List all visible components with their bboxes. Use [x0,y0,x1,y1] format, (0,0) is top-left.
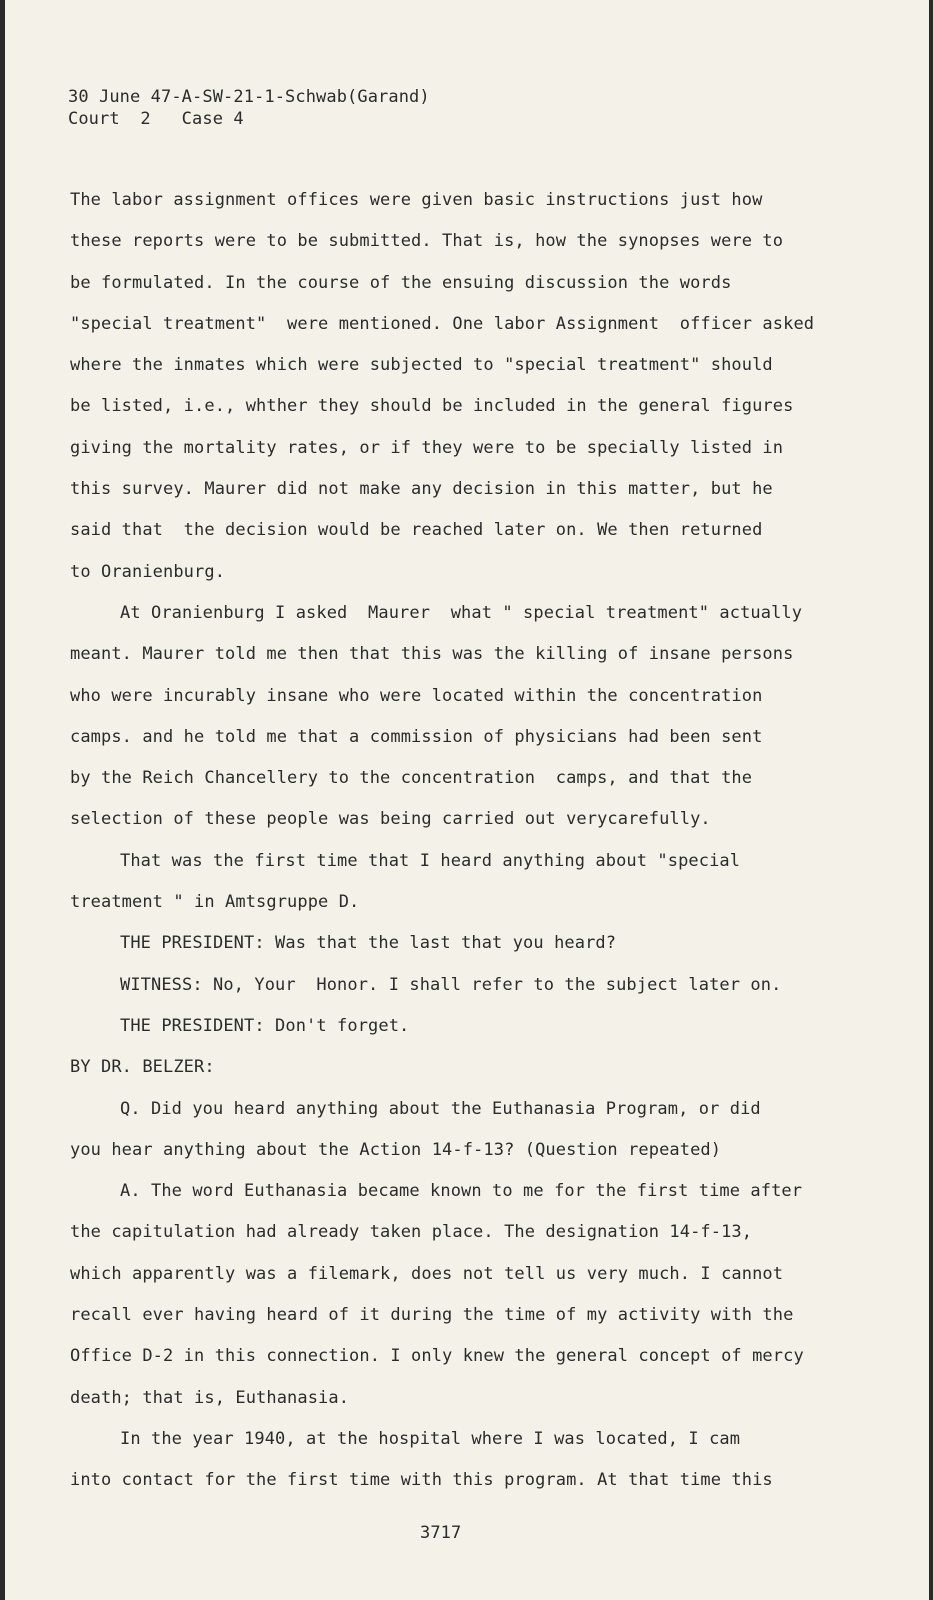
transcript-line: BY DR. BELZER: [70,1057,215,1078]
document-header [68,86,430,130]
transcript-line: meant. Maurer told me then that this was the killing of insane persons [70,644,794,665]
transcript-body [70,188,890,1510]
scan-edge-left [0,0,5,1600]
transcript-line: death; that is, Euthanasia. [70,1387,350,1408]
transcript-line: the capitulation had already taken place. The designation 14-f-13, [70,1222,753,1243]
transcript-line: In the year 1940, at the hospital where I was located, I cam [120,1428,741,1449]
transcript-line: treatment " in Amtsgruppe D. [70,892,360,913]
transcript-line: by the Reich Chancellery to the concentration camps, and that the [70,768,753,789]
transcript-line: be listed, i.e., whther they should be included in the general figures [70,396,794,417]
transcript-line: The labor assignment offices were given basic instructions just how [70,190,763,210]
transcript-line: THE PRESIDENT: Was that the last that you heard? [120,933,617,954]
transcript-line: Office D-2 in this connection. I only knew the general concept of mercy [70,1346,804,1367]
transcript-line: these reports were to be submitted. That is, how the synopses were to [70,231,784,252]
transcript-line: At Oranienburg I asked Maurer what " special treatment" actually [120,602,803,623]
transcript-line: THE PRESIDENT: Don't forget. [120,1015,410,1036]
transcript-line: be formulated. In the course of the ensuing discussion the words [70,272,732,293]
transcript-line: who were incurably insane who were located within the concentration [70,685,763,706]
transcript-line: into contact for the first time with this program. At that time this [70,1470,773,1491]
transcript-line: WITNESS: No, Your Honor. I shall refer to the subject later on. [120,974,782,995]
scan-edge-right [929,0,933,1600]
transcript-line: A. The word Euthanasia became known to me for the first time after [120,1181,803,1202]
transcript-line: said that the decision would be reached later on. We then returned [70,520,763,541]
transcript-line: this survey. Maurer did not make any decision in this matter, but he [70,479,773,500]
transcript-line: which apparently was a filemark, does not tell us very much. I cannot [70,1263,784,1284]
page-number: 3717 [420,1523,462,1543]
transcript-line: Q. Did you heard anything about the Euthanasia Program, or did [120,1098,761,1119]
transcript-line: recall ever having heard of it during the time of my activity with the [70,1305,794,1326]
header-line-date-reference: 30 June 47-A-SW-21-1-Schwab(Garand) [68,87,430,107]
header-line-court-case: Court 2 Case 4 [68,109,244,129]
transcript-line: giving the mortality rates, or if they were to be specially listed in [70,437,784,458]
transcript-line: where the inmates which were subjected to "special treatment" should [70,355,773,376]
transcript-line: to Oranienburg. [70,561,226,582]
transcript-line: you hear anything about the Action 14-f-13? (Question repeated) [70,1139,722,1160]
transcript-line: That was the first time that I heard anything about "special [120,850,741,871]
transcript-line: "special treatment" were mentioned. One labor Assignment officer asked [70,313,815,334]
transcript-line: selection of these people was being carried out verycarefully. [70,809,711,830]
transcript-line: camps. and he told me that a commission of physicians had been sent [70,726,763,747]
